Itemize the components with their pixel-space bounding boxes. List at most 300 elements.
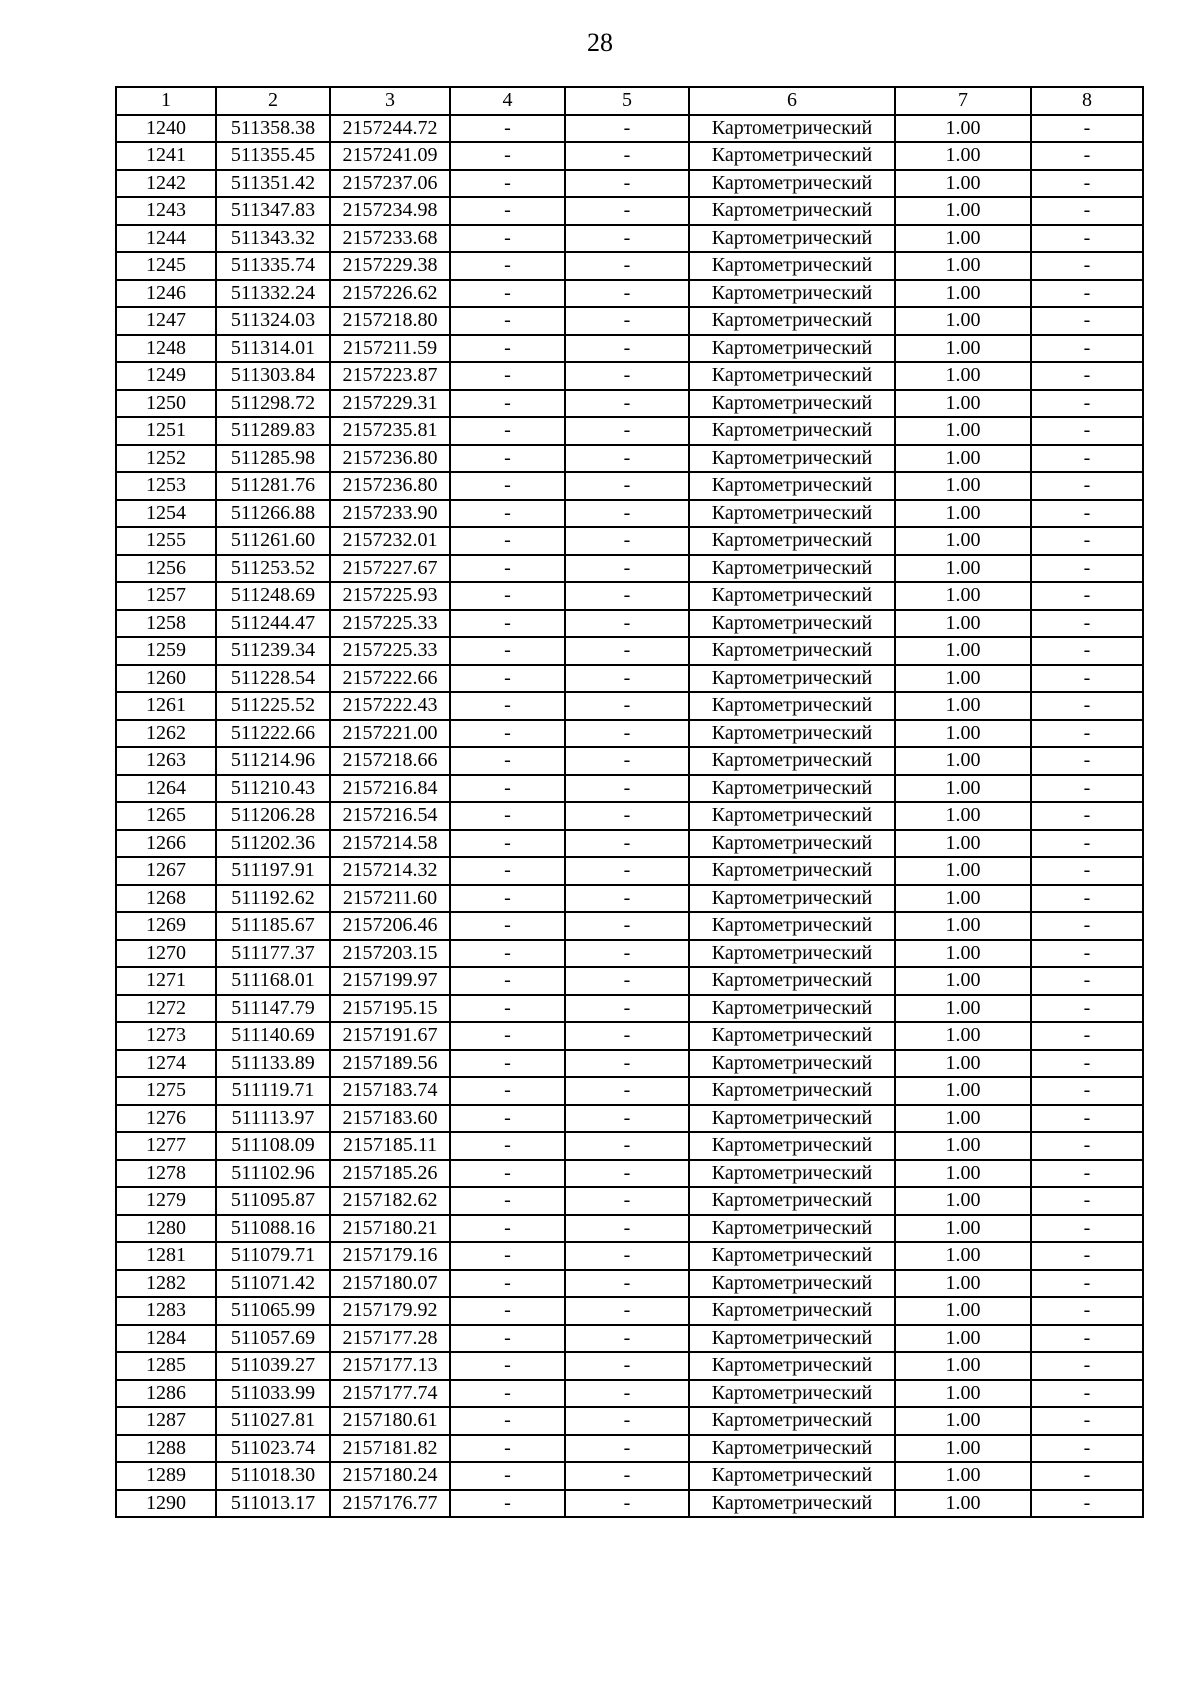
point-number-cell: 1279	[116, 1187, 216, 1215]
x-coordinate-cell: 511113.97	[216, 1105, 330, 1133]
method-cell: Картометрический	[689, 692, 895, 720]
col8-cell: -	[1031, 115, 1143, 143]
col5-cell: -	[565, 665, 689, 693]
col8-cell: -	[1031, 1407, 1143, 1435]
y-coordinate-cell: 2157218.80	[330, 307, 450, 335]
point-number-cell: 1254	[116, 500, 216, 528]
col5-cell: -	[565, 885, 689, 913]
table-row	[116, 1270, 1143, 1298]
y-coordinate-cell: 2157233.68	[330, 225, 450, 253]
col8-cell: -	[1031, 1352, 1143, 1380]
accuracy-cell: 1.00	[895, 857, 1031, 885]
x-coordinate-cell: 511033.99	[216, 1380, 330, 1408]
col4-cell: -	[450, 637, 565, 665]
x-coordinate-cell: 511289.83	[216, 417, 330, 445]
accuracy-cell: 1.00	[895, 610, 1031, 638]
y-coordinate-cell: 2157176.77	[330, 1490, 450, 1518]
y-coordinate-cell: 2157241.09	[330, 142, 450, 170]
col4-cell: -	[450, 472, 565, 500]
table-row	[116, 1435, 1143, 1463]
y-coordinate-cell: 2157182.62	[330, 1187, 450, 1215]
point-number-cell: 1240	[116, 115, 216, 143]
y-coordinate-cell: 2157234.98	[330, 197, 450, 225]
col5-cell: -	[565, 1407, 689, 1435]
col8-cell: -	[1031, 307, 1143, 335]
point-number-cell: 1290	[116, 1490, 216, 1518]
table-row	[116, 362, 1143, 390]
y-coordinate-cell: 2157235.81	[330, 417, 450, 445]
col4-cell: -	[450, 1022, 565, 1050]
col4-cell: -	[450, 1435, 565, 1463]
table-row	[116, 252, 1143, 280]
point-number-cell: 1275	[116, 1077, 216, 1105]
table-row	[116, 665, 1143, 693]
y-coordinate-cell: 2157183.74	[330, 1077, 450, 1105]
col8-cell: -	[1031, 802, 1143, 830]
table-row	[116, 637, 1143, 665]
point-number-cell: 1282	[116, 1270, 216, 1298]
method-cell: Картометрический	[689, 1380, 895, 1408]
column-header: 8	[1031, 87, 1143, 115]
accuracy-cell: 1.00	[895, 1215, 1031, 1243]
x-coordinate-cell: 511088.16	[216, 1215, 330, 1243]
col5-cell: -	[565, 1077, 689, 1105]
col5-cell: -	[565, 610, 689, 638]
col5-cell: -	[565, 417, 689, 445]
col8-cell: -	[1031, 967, 1143, 995]
col8-cell: -	[1031, 940, 1143, 968]
y-coordinate-cell: 2157180.07	[330, 1270, 450, 1298]
table-row	[116, 1380, 1143, 1408]
col5-cell: -	[565, 802, 689, 830]
accuracy-cell: 1.00	[895, 1022, 1031, 1050]
col4-cell: -	[450, 1407, 565, 1435]
col8-cell: -	[1031, 1270, 1143, 1298]
y-coordinate-cell: 2157233.90	[330, 500, 450, 528]
x-coordinate-cell: 511018.30	[216, 1462, 330, 1490]
table-row	[116, 225, 1143, 253]
col4-cell: -	[450, 445, 565, 473]
accuracy-cell: 1.00	[895, 1490, 1031, 1518]
col4-cell: -	[450, 857, 565, 885]
x-coordinate-cell: 511314.01	[216, 335, 330, 363]
method-cell: Картометрический	[689, 802, 895, 830]
method-cell: Картометрический	[689, 1270, 895, 1298]
col5-cell: -	[565, 1435, 689, 1463]
x-coordinate-cell: 511027.81	[216, 1407, 330, 1435]
point-number-cell: 1278	[116, 1160, 216, 1188]
accuracy-cell: 1.00	[895, 225, 1031, 253]
table-row	[116, 1215, 1143, 1243]
y-coordinate-cell: 2157195.15	[330, 995, 450, 1023]
y-coordinate-cell: 2157229.31	[330, 390, 450, 418]
col5-cell: -	[565, 692, 689, 720]
x-coordinate-cell: 511039.27	[216, 1352, 330, 1380]
x-coordinate-cell: 511351.42	[216, 170, 330, 198]
table-row	[116, 747, 1143, 775]
col8-cell: -	[1031, 747, 1143, 775]
col4-cell: -	[450, 307, 565, 335]
x-coordinate-cell: 511266.88	[216, 500, 330, 528]
table-row	[116, 775, 1143, 803]
point-number-cell: 1260	[116, 665, 216, 693]
table-row	[116, 940, 1143, 968]
y-coordinate-cell: 2157181.82	[330, 1435, 450, 1463]
accuracy-cell: 1.00	[895, 692, 1031, 720]
method-cell: Картометрический	[689, 610, 895, 638]
col5-cell: -	[565, 1215, 689, 1243]
col5-cell: -	[565, 1050, 689, 1078]
point-number-cell: 1274	[116, 1050, 216, 1078]
point-number-cell: 1249	[116, 362, 216, 390]
point-number-cell: 1281	[116, 1242, 216, 1270]
method-cell: Картометрический	[689, 335, 895, 363]
y-coordinate-cell: 2157244.72	[330, 115, 450, 143]
col5-cell: -	[565, 362, 689, 390]
y-coordinate-cell: 2157222.43	[330, 692, 450, 720]
accuracy-cell: 1.00	[895, 912, 1031, 940]
point-number-cell: 1261	[116, 692, 216, 720]
col4-cell: -	[450, 115, 565, 143]
point-number-cell: 1245	[116, 252, 216, 280]
table-row	[116, 115, 1143, 143]
accuracy-cell: 1.00	[895, 142, 1031, 170]
table-row	[116, 472, 1143, 500]
accuracy-cell: 1.00	[895, 1077, 1031, 1105]
x-coordinate-cell: 511079.71	[216, 1242, 330, 1270]
table-row	[116, 1407, 1143, 1435]
point-number-cell: 1258	[116, 610, 216, 638]
accuracy-cell: 1.00	[895, 1050, 1031, 1078]
table-row	[116, 1050, 1143, 1078]
coordinates-table	[115, 86, 1144, 1518]
table-row	[116, 995, 1143, 1023]
x-coordinate-cell: 511192.62	[216, 885, 330, 913]
col4-cell: -	[450, 1160, 565, 1188]
method-cell: Картометрический	[689, 1160, 895, 1188]
accuracy-cell: 1.00	[895, 1270, 1031, 1298]
y-coordinate-cell: 2157183.60	[330, 1105, 450, 1133]
col5-cell: -	[565, 225, 689, 253]
table-row	[116, 967, 1143, 995]
col8-cell: -	[1031, 417, 1143, 445]
col8-cell: -	[1031, 912, 1143, 940]
y-coordinate-cell: 2157216.84	[330, 775, 450, 803]
col4-cell: -	[450, 1187, 565, 1215]
x-coordinate-cell: 511013.17	[216, 1490, 330, 1518]
col8-cell: -	[1031, 1462, 1143, 1490]
col4-cell: -	[450, 665, 565, 693]
method-cell: Картометрический	[689, 417, 895, 445]
accuracy-cell: 1.00	[895, 802, 1031, 830]
method-cell: Картометрический	[689, 362, 895, 390]
point-number-cell: 1253	[116, 472, 216, 500]
col4-cell: -	[450, 967, 565, 995]
col4-cell: -	[450, 610, 565, 638]
accuracy-cell: 1.00	[895, 720, 1031, 748]
point-number-cell: 1265	[116, 802, 216, 830]
point-number-cell: 1247	[116, 307, 216, 335]
x-coordinate-cell: 511285.98	[216, 445, 330, 473]
point-number-cell: 1285	[116, 1352, 216, 1380]
col5-cell: -	[565, 1187, 689, 1215]
col4-cell: -	[450, 142, 565, 170]
col4-cell: -	[450, 1270, 565, 1298]
x-coordinate-cell: 511347.83	[216, 197, 330, 225]
table-row	[116, 1022, 1143, 1050]
col4-cell: -	[450, 1297, 565, 1325]
accuracy-cell: 1.00	[895, 1325, 1031, 1353]
col5-cell: -	[565, 1160, 689, 1188]
col8-cell: -	[1031, 830, 1143, 858]
y-coordinate-cell: 2157218.66	[330, 747, 450, 775]
col8-cell: -	[1031, 1187, 1143, 1215]
table-row	[116, 1077, 1143, 1105]
col8-cell: -	[1031, 775, 1143, 803]
col8-cell: -	[1031, 500, 1143, 528]
y-coordinate-cell: 2157185.26	[330, 1160, 450, 1188]
x-coordinate-cell: 511119.71	[216, 1077, 330, 1105]
point-number-cell: 1243	[116, 197, 216, 225]
col8-cell: -	[1031, 1050, 1143, 1078]
col4-cell: -	[450, 720, 565, 748]
x-coordinate-cell: 511168.01	[216, 967, 330, 995]
col5-cell: -	[565, 1325, 689, 1353]
point-number-cell: 1251	[116, 417, 216, 445]
method-cell: Картометрический	[689, 775, 895, 803]
col5-cell: -	[565, 830, 689, 858]
y-coordinate-cell: 2157179.16	[330, 1242, 450, 1270]
x-coordinate-cell: 511248.69	[216, 582, 330, 610]
table-header-row	[116, 87, 1143, 115]
table-row	[116, 335, 1143, 363]
column-header: 3	[330, 87, 450, 115]
col8-cell: -	[1031, 1297, 1143, 1325]
col5-cell: -	[565, 307, 689, 335]
method-cell: Картометрический	[689, 885, 895, 913]
col8-cell: -	[1031, 1435, 1143, 1463]
y-coordinate-cell: 2157177.74	[330, 1380, 450, 1408]
x-coordinate-cell: 511239.34	[216, 637, 330, 665]
method-cell: Картометрический	[689, 1490, 895, 1518]
col4-cell: -	[450, 1462, 565, 1490]
col4-cell: -	[450, 940, 565, 968]
method-cell: Картометрический	[689, 912, 895, 940]
y-coordinate-cell: 2157177.28	[330, 1325, 450, 1353]
col8-cell: -	[1031, 1325, 1143, 1353]
point-number-cell: 1280	[116, 1215, 216, 1243]
accuracy-cell: 1.00	[895, 472, 1031, 500]
accuracy-cell: 1.00	[895, 307, 1031, 335]
method-cell: Картометрический	[689, 1297, 895, 1325]
table-row	[116, 390, 1143, 418]
col4-cell: -	[450, 362, 565, 390]
col4-cell: -	[450, 280, 565, 308]
accuracy-cell: 1.00	[895, 1435, 1031, 1463]
point-number-cell: 1264	[116, 775, 216, 803]
col8-cell: -	[1031, 142, 1143, 170]
method-cell: Картометрический	[689, 390, 895, 418]
table-row	[116, 280, 1143, 308]
method-cell: Картометрический	[689, 830, 895, 858]
col4-cell: -	[450, 830, 565, 858]
table-row	[116, 417, 1143, 445]
col8-cell: -	[1031, 1160, 1143, 1188]
method-cell: Картометрический	[689, 1215, 895, 1243]
y-coordinate-cell: 2157185.11	[330, 1132, 450, 1160]
accuracy-cell: 1.00	[895, 1380, 1031, 1408]
col8-cell: -	[1031, 252, 1143, 280]
col5-cell: -	[565, 555, 689, 583]
col5-cell: -	[565, 940, 689, 968]
col8-cell: -	[1031, 1105, 1143, 1133]
point-number-cell: 1286	[116, 1380, 216, 1408]
col8-cell: -	[1031, 637, 1143, 665]
col5-cell: -	[565, 472, 689, 500]
col5-cell: -	[565, 1297, 689, 1325]
method-cell: Картометрический	[689, 170, 895, 198]
col4-cell: -	[450, 1077, 565, 1105]
col4-cell: -	[450, 802, 565, 830]
col4-cell: -	[450, 912, 565, 940]
x-coordinate-cell: 511023.74	[216, 1435, 330, 1463]
x-coordinate-cell: 511214.96	[216, 747, 330, 775]
accuracy-cell: 1.00	[895, 775, 1031, 803]
column-header: 6	[689, 87, 895, 115]
column-header: 2	[216, 87, 330, 115]
col4-cell: -	[450, 582, 565, 610]
y-coordinate-cell: 2157214.32	[330, 857, 450, 885]
col4-cell: -	[450, 747, 565, 775]
accuracy-cell: 1.00	[895, 1160, 1031, 1188]
col8-cell: -	[1031, 1242, 1143, 1270]
accuracy-cell: 1.00	[895, 1462, 1031, 1490]
method-cell: Картометрический	[689, 582, 895, 610]
point-number-cell: 1270	[116, 940, 216, 968]
method-cell: Картометрический	[689, 142, 895, 170]
point-number-cell: 1267	[116, 857, 216, 885]
col5-cell: -	[565, 390, 689, 418]
point-number-cell: 1262	[116, 720, 216, 748]
method-cell: Картометрический	[689, 445, 895, 473]
col8-cell: -	[1031, 555, 1143, 583]
point-number-cell: 1272	[116, 995, 216, 1023]
y-coordinate-cell: 2157211.60	[330, 885, 450, 913]
col8-cell: -	[1031, 170, 1143, 198]
col4-cell: -	[450, 1352, 565, 1380]
accuracy-cell: 1.00	[895, 390, 1031, 418]
y-coordinate-cell: 2157180.24	[330, 1462, 450, 1490]
col4-cell: -	[450, 170, 565, 198]
accuracy-cell: 1.00	[895, 115, 1031, 143]
point-number-cell: 1284	[116, 1325, 216, 1353]
table-row	[116, 307, 1143, 335]
y-coordinate-cell: 2157236.80	[330, 472, 450, 500]
col5-cell: -	[565, 1380, 689, 1408]
x-coordinate-cell: 511185.67	[216, 912, 330, 940]
accuracy-cell: 1.00	[895, 747, 1031, 775]
accuracy-cell: 1.00	[895, 967, 1031, 995]
col5-cell: -	[565, 1022, 689, 1050]
col4-cell: -	[450, 1380, 565, 1408]
y-coordinate-cell: 2157236.80	[330, 445, 450, 473]
accuracy-cell: 1.00	[895, 170, 1031, 198]
accuracy-cell: 1.00	[895, 1407, 1031, 1435]
method-cell: Картометрический	[689, 1187, 895, 1215]
accuracy-cell: 1.00	[895, 1105, 1031, 1133]
x-coordinate-cell: 511298.72	[216, 390, 330, 418]
col4-cell: -	[450, 1050, 565, 1078]
col5-cell: -	[565, 500, 689, 528]
x-coordinate-cell: 511147.79	[216, 995, 330, 1023]
x-coordinate-cell: 511281.76	[216, 472, 330, 500]
col4-cell: -	[450, 775, 565, 803]
x-coordinate-cell: 511065.99	[216, 1297, 330, 1325]
col4-cell: -	[450, 417, 565, 445]
x-coordinate-cell: 511355.45	[216, 142, 330, 170]
accuracy-cell: 1.00	[895, 1242, 1031, 1270]
col5-cell: -	[565, 912, 689, 940]
col5-cell: -	[565, 142, 689, 170]
table-row	[116, 692, 1143, 720]
col8-cell: -	[1031, 610, 1143, 638]
point-number-cell: 1276	[116, 1105, 216, 1133]
method-cell: Картометрический	[689, 665, 895, 693]
method-cell: Картометрический	[689, 1407, 895, 1435]
accuracy-cell: 1.00	[895, 527, 1031, 555]
table-row	[116, 1242, 1143, 1270]
x-coordinate-cell: 511358.38	[216, 115, 330, 143]
method-cell: Картометрический	[689, 225, 895, 253]
table-row	[116, 802, 1143, 830]
col8-cell: -	[1031, 280, 1143, 308]
table-row	[116, 1132, 1143, 1160]
accuracy-cell: 1.00	[895, 1352, 1031, 1380]
point-number-cell: 1259	[116, 637, 216, 665]
col8-cell: -	[1031, 1380, 1143, 1408]
x-coordinate-cell: 511228.54	[216, 665, 330, 693]
x-coordinate-cell: 511332.24	[216, 280, 330, 308]
point-number-cell: 1271	[116, 967, 216, 995]
table-row	[116, 142, 1143, 170]
y-coordinate-cell: 2157180.21	[330, 1215, 450, 1243]
col5-cell: -	[565, 995, 689, 1023]
column-header: 4	[450, 87, 565, 115]
method-cell: Картометрический	[689, 115, 895, 143]
table-row	[116, 1325, 1143, 1353]
method-cell: Картометрический	[689, 1022, 895, 1050]
x-coordinate-cell: 511095.87	[216, 1187, 330, 1215]
point-number-cell: 1255	[116, 527, 216, 555]
method-cell: Картометрический	[689, 967, 895, 995]
x-coordinate-cell: 511140.69	[216, 1022, 330, 1050]
x-coordinate-cell: 511197.91	[216, 857, 330, 885]
col5-cell: -	[565, 445, 689, 473]
table-row	[116, 1160, 1143, 1188]
method-cell: Картометрический	[689, 857, 895, 885]
col4-cell: -	[450, 1490, 565, 1518]
table-row	[116, 720, 1143, 748]
method-cell: Картометрический	[689, 280, 895, 308]
x-coordinate-cell: 511057.69	[216, 1325, 330, 1353]
y-coordinate-cell: 2157222.66	[330, 665, 450, 693]
point-number-cell: 1248	[116, 335, 216, 363]
col4-cell: -	[450, 1325, 565, 1353]
accuracy-cell: 1.00	[895, 995, 1031, 1023]
col5-cell: -	[565, 197, 689, 225]
point-number-cell: 1283	[116, 1297, 216, 1325]
col4-cell: -	[450, 527, 565, 555]
